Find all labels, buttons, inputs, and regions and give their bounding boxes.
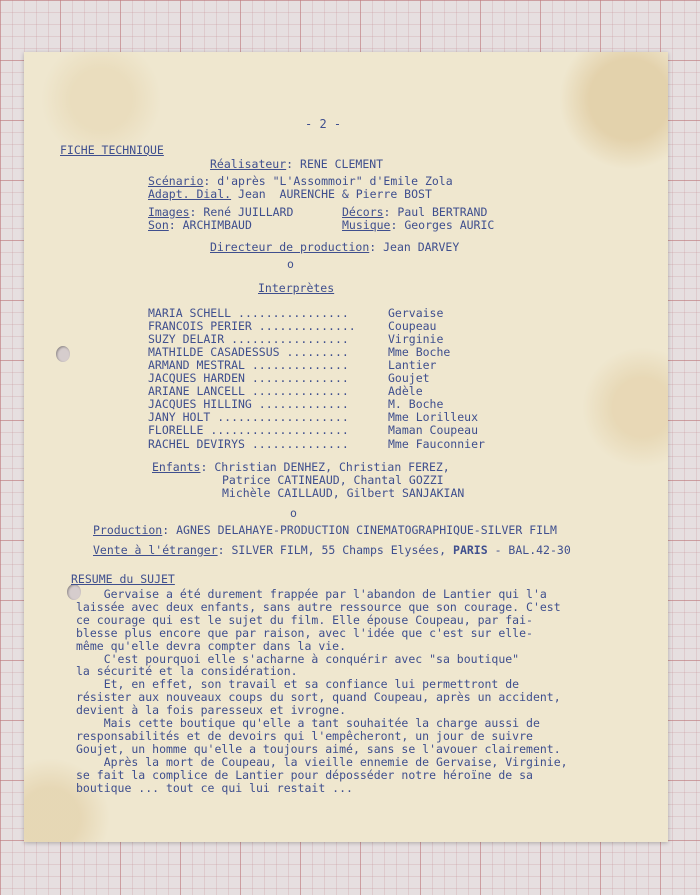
resume-line: C'est pourquoi elle s'acharne à conquérir avec "sa boutique" [76, 651, 520, 666]
cast-role: M. Boche [388, 397, 444, 412]
enfants-line-3: Michèle CAILLAUD, Gilbert SANJAKIAN [222, 486, 465, 500]
cast-leader: ................... [210, 410, 349, 425]
son-line [148, 219, 252, 232]
page-number: - 2 - [305, 117, 342, 131]
decors-value: : Paul BERTRAND [383, 205, 488, 219]
cast-leader: ......... [279, 345, 349, 360]
production-value: : AGNES DELAHAYE-PRODUCTION CINEMATOGRAPHIQUE-SILVER FILM [162, 523, 557, 537]
cast-leader: ............. [251, 397, 349, 412]
resume-line: Et, en effet, son travail et sa confiance lui permettront de [76, 677, 520, 692]
cast-role: Mme Boche [388, 345, 451, 360]
realisateur-label: Réalisateur [210, 157, 287, 171]
cast-actor-row [148, 385, 349, 398]
cast-actor-row [148, 307, 349, 320]
images-value: : René JUILLARD [189, 205, 294, 219]
production-line [93, 524, 557, 537]
vente-label: Vente à l'étranger [93, 543, 218, 557]
cast-actor-row [148, 372, 349, 385]
cast-role: Virginie [388, 332, 444, 347]
resume-line: résister aux nouveaux coups du sort, quand Coupeau, après un accident, [76, 690, 561, 705]
realisateur-value: : RENE CLEMENT [286, 157, 384, 171]
cast-actor-row [148, 333, 349, 346]
cast-leader: .............. [244, 436, 349, 451]
cast-role: Lantier [388, 358, 437, 373]
musique-value: : Georges AURIC [390, 218, 495, 232]
cast-leader: .............. [251, 319, 356, 334]
cast-actor: JACQUES HILLING [148, 397, 252, 412]
vente-city: PARIS [453, 543, 488, 557]
cast-actor: RACHEL DEVIRYS [148, 436, 245, 451]
directeur-value: : Jean DARVEY [369, 240, 460, 254]
punch-hole [56, 346, 70, 362]
resume-line: devient à la fois paresseux et ivrogne. [76, 703, 347, 718]
cast-role: Mme Fauconnier [388, 436, 485, 451]
resume-line: Après la mort de Coupeau, la vieille ennemie de Gervaise, Virginie, [76, 754, 568, 769]
resume-line: se fait la complice de Lantier pour déposséder notre héroïne de sa [76, 767, 533, 782]
musique-label: Musique [342, 218, 391, 232]
separator: o [287, 257, 294, 271]
cast-leader: .............. [244, 358, 349, 373]
cast-leader: .................... [203, 423, 349, 438]
adapt-dial-label: Adapt. Dial. [148, 187, 232, 201]
fiche-technique-heading: FICHE TECHNIQUE [60, 143, 164, 157]
resume-line: ce courage qui est le sujet du film. Elle épouse Coupeau, par fai- [76, 612, 533, 627]
son-value: : ARCHIMBAUD [168, 218, 252, 232]
vente-line [93, 544, 571, 557]
adapt-dial-value: Jean AURENCHE & Pierre BOST [231, 187, 432, 201]
vente-value: : SILVER FILM, 55 Champs Elysées, [217, 543, 454, 557]
cast-role: Goujet [388, 371, 430, 386]
realisateur-line [210, 158, 383, 171]
cast-actor: ARMAND MESTRAL [148, 358, 245, 373]
scenario-value: : d'après "L'Assommoir" d'Emile Zola [203, 174, 453, 188]
decors-label: Décors [342, 205, 384, 219]
musique-line [342, 219, 494, 232]
scenario-label: Scénario [148, 174, 204, 188]
separator: o [290, 506, 297, 520]
enfants-line-1: : Christian DENHEZ, Christian FEREZ, [200, 460, 450, 474]
resume-line: Goujet, un homme qu'elle a toujours aimé, sans se l'avouer clairement. [76, 741, 561, 756]
cast-actor: SUZY DELAIR [148, 332, 225, 347]
cast-role: Adèle [388, 384, 423, 399]
resume-line: laissée avec deux enfants, sans autre ressource que son courage. C'est [76, 599, 561, 614]
production-label: Production [93, 523, 163, 537]
cast-leader: .............. [244, 371, 349, 386]
resume-heading: RESUME du SUJET [71, 572, 175, 586]
resume-line: boutique ... tout ce qui lui restait ... [76, 780, 353, 795]
cast-actor-row [148, 438, 349, 451]
cast-actor: JACQUES HARDEN [148, 371, 245, 386]
adapt-dial-line [148, 188, 432, 201]
cast-actor-row [148, 346, 349, 359]
resume-line: même qu'elle devra compter dans la vie. [76, 638, 347, 653]
resume-line: Mais cette boutique qu'elle a tant souhaitée la charge aussi de [76, 716, 540, 730]
cast-actor-row [148, 411, 349, 424]
cast-actor: JANY HOLT [148, 410, 211, 425]
cast-actor: FRANCOIS PERIER [148, 319, 252, 334]
directeur-line [210, 241, 459, 254]
cast-actor: FLORELLE [148, 423, 204, 438]
enfants-line-2: Patrice CATINEAUD, Chantal GOZZI [222, 473, 444, 487]
cast-actor: ARIANE LANCELL [148, 384, 245, 399]
resume-line: blesse plus encore que par raison, avec l'idée que c'est sur elle- [76, 625, 533, 640]
cast-leader: ................ [231, 306, 349, 320]
vente-phone: - BAL.42-30 [487, 543, 571, 557]
cast-role: Coupeau [388, 319, 437, 334]
cast-actor-row [148, 320, 356, 333]
cast-leader: ................. [224, 332, 349, 347]
cast-leader: .............. [244, 384, 349, 399]
resume-line: responsabilités et de devoirs qui l'empêcheront, un jour de suivre [76, 728, 533, 743]
cast-role: Maman Coupeau [388, 423, 479, 438]
resume-line: Gervaise a été durement frappée par l'abandon de Lantier qui l'a [76, 587, 547, 601]
cast-role: Mme Lorilleux [388, 410, 479, 425]
cast-actor: MARIA SCHELL [148, 306, 232, 320]
resume-line: la sécurité et la considération. [76, 664, 298, 679]
interpretes-heading: Interprètes [258, 281, 335, 295]
document-sheet [24, 52, 668, 842]
cast-actor-row [148, 359, 349, 372]
cast-actor-row [148, 424, 349, 437]
cast-actor-row [148, 398, 349, 411]
cast-actor: MATHILDE CASADESSUS [148, 345, 280, 360]
son-label: Son [148, 218, 169, 232]
cast-role: Gervaise [388, 306, 444, 320]
directeur-label: Directeur de production [210, 240, 370, 254]
images-label: Images [148, 205, 190, 219]
enfants-label: Enfants [152, 460, 201, 474]
